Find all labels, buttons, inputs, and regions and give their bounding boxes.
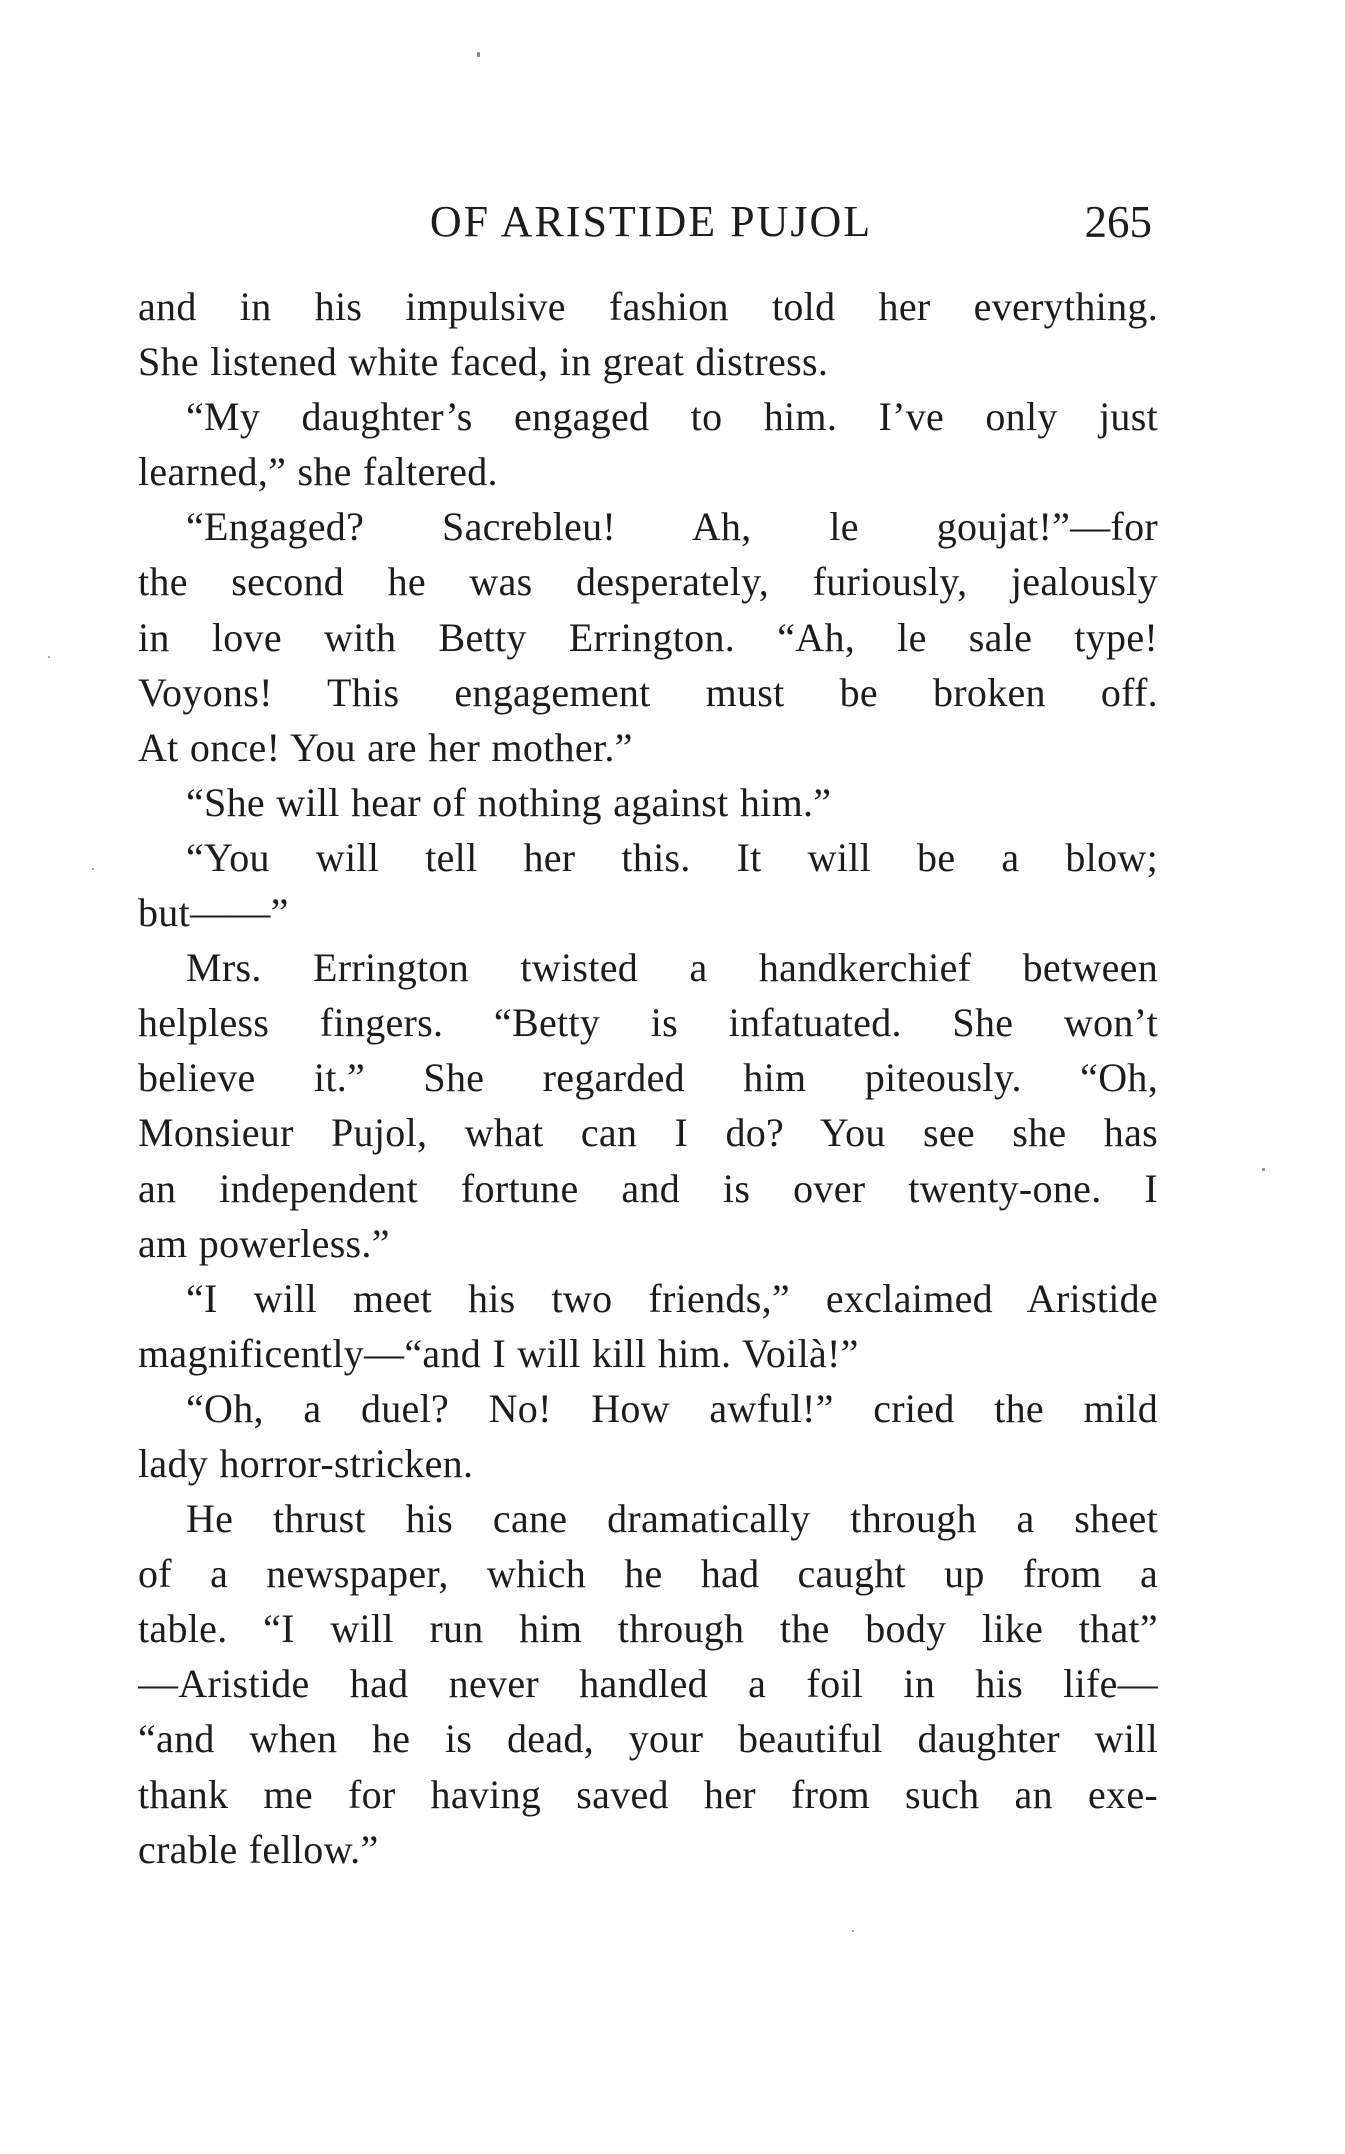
- text-line: lady horror-stricken.: [138, 1440, 474, 1486]
- text-line: thank me for having saved her from such an exe-: [138, 1771, 1158, 1817]
- text-line: Monsieur Pujol, what can I do? You see she has: [138, 1110, 1158, 1156]
- text-line: but——”: [138, 890, 289, 936]
- text-line: He thrust his cane dramatically through a sheet: [186, 1496, 1158, 1542]
- text-line: of a newspaper, which he had caught up from a: [138, 1551, 1158, 1597]
- text-line: “I will meet his two friends,” exclaimed Aristide: [186, 1275, 1158, 1321]
- text-line: helpless fingers. “Betty is infatuated. She won’t: [138, 1000, 1158, 1046]
- text-line: “My daughter’s engaged to him. I’ve only just: [186, 394, 1158, 440]
- speck-mark: [477, 52, 480, 57]
- text-line: believe it.” She regarded him piteously. “Oh,: [138, 1055, 1158, 1101]
- running-title: OF ARISTIDE PUJOL: [429, 197, 873, 246]
- text-line: am powerless.”: [138, 1220, 390, 1266]
- text-line: learned,” she faltered.: [138, 449, 498, 495]
- speck-mark: [1262, 1168, 1265, 1171]
- text-line: and in his impulsive fashion told her everything.: [138, 284, 1158, 329]
- text-line: Voyons! This engagement must be broken off.: [138, 669, 1158, 715]
- page-number: 265: [1084, 197, 1152, 247]
- speck-mark: [92, 868, 94, 870]
- text-line: table. “I will run him through the body like that”: [138, 1606, 1158, 1652]
- body-text: [138, 279, 1158, 1877]
- text-line: an independent fortune and is over twenty-one. I: [138, 1165, 1158, 1211]
- speck-mark: [852, 1930, 854, 1932]
- text-line: “Oh, a duel? No! How awful!” cried the mild: [186, 1385, 1158, 1431]
- text-line: Mrs. Errington twisted a handkerchief between: [186, 945, 1158, 991]
- running-head: [138, 196, 1152, 256]
- speck-mark: [48, 656, 50, 658]
- text-line: the second he was desperately, furiously, jealously: [138, 559, 1158, 605]
- text-line: “Engaged? Sacrebleu! Ah, le goujat!”—for: [186, 504, 1158, 550]
- text-line: —Aristide had never handled a foil in his life—: [138, 1661, 1158, 1707]
- text-line: “and when he is dead, your beautiful daughter will: [138, 1716, 1158, 1762]
- text-line: “You will tell her this. It will be a blow;: [186, 834, 1158, 880]
- text-line: “She will hear of nothing against him.”: [186, 779, 832, 825]
- text-line: in love with Betty Errington. “Ah, le sale type!: [138, 614, 1158, 660]
- text-line: She listened white faced, in great distress.: [138, 339, 829, 385]
- text-line: At once! You are her mother.”: [138, 724, 633, 770]
- text-line: magnificently—“and I will kill him. Voilà!”: [138, 1330, 859, 1376]
- text-line: crable fellow.”: [138, 1826, 379, 1872]
